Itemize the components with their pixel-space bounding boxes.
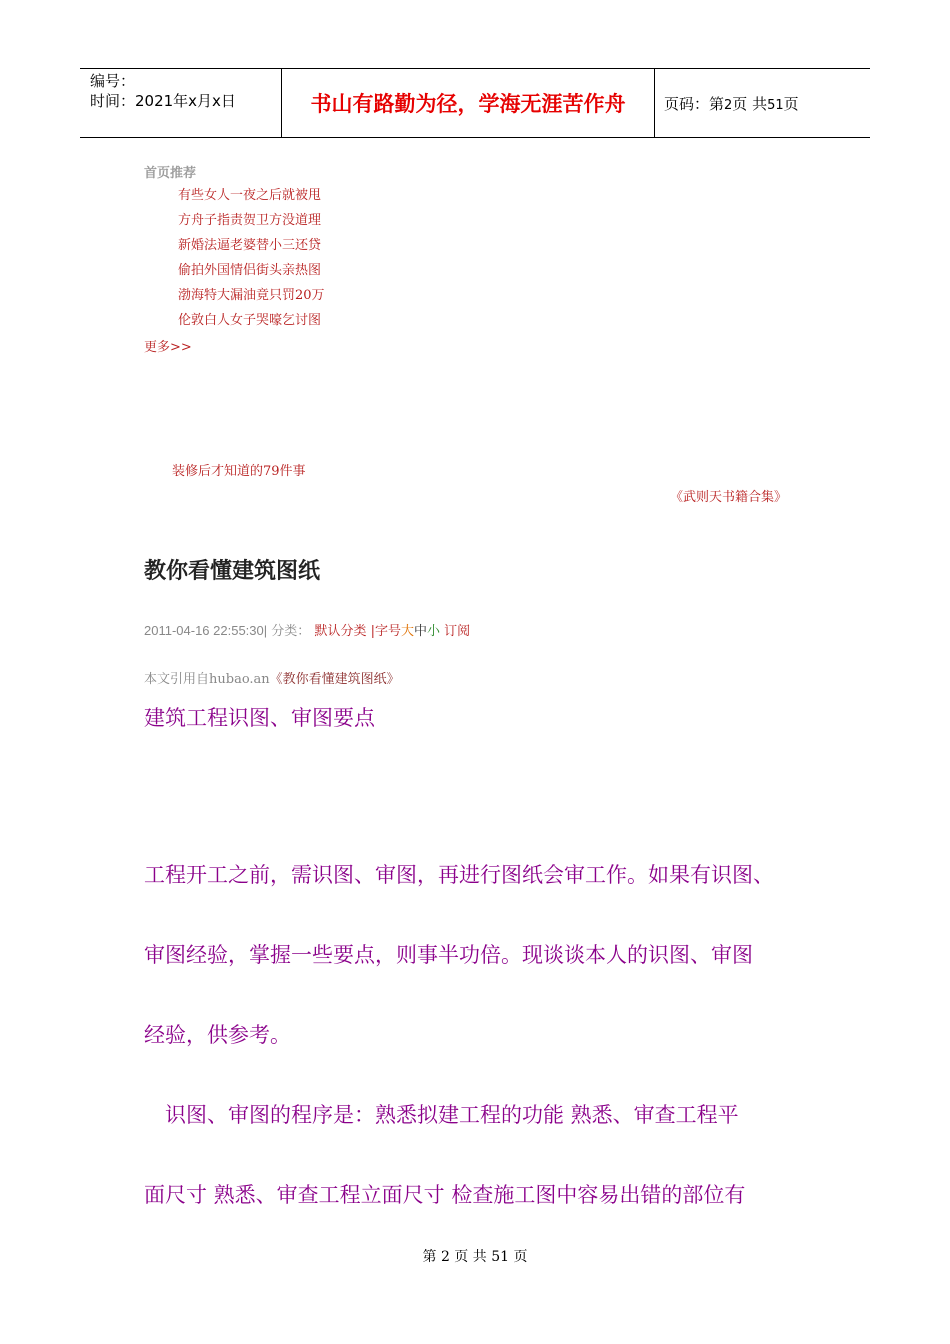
subscribe-link[interactable]: 订阅 (444, 624, 471, 639)
page-suffix: 页 (783, 95, 799, 113)
divider (654, 69, 655, 137)
page-prefix: 页码：第 (664, 95, 725, 113)
body-line: 工程开工之前，需识图、审图，再进行图纸会审工作。如果有识图、 (144, 863, 774, 887)
font-size-label: |字号 (370, 624, 401, 639)
reference-prefix: 本文引用自hubao.an (144, 672, 270, 687)
header-motto: 书山有路勤为径，学海无涯苦作舟 (310, 92, 626, 116)
font-small-button[interactable]: 小 (427, 624, 441, 639)
category-link[interactable]: 默认分类 (314, 624, 367, 639)
body-line: 面尺寸 熟悉、审查工程立面尺寸 检查施工图中容易出错的部位有 (144, 1183, 746, 1207)
body-line: 识图、审图的程序是：熟悉拟建工程的功能 熟悉、审查工程平 (144, 1103, 739, 1127)
page-number: 2 (724, 98, 733, 113)
font-medium-button[interactable]: 中 (414, 624, 428, 639)
article-reference (144, 668, 400, 687)
article-date: 2011-04-16 22:55:30| (144, 623, 268, 638)
article-title: 教你看懂建筑图纸 (144, 559, 321, 584)
recommend-link[interactable]: 渤海特大漏油竟只罚20万 (178, 288, 325, 303)
recommend-link[interactable]: 伦敦白人女子哭嚎乞讨图 (178, 313, 322, 328)
reference-title-link[interactable]: 《教你看懂建筑图纸》 (269, 672, 400, 687)
category-label: 分类： (271, 624, 311, 639)
recommend-link[interactable]: 有些女人一夜之后就被甩 (178, 188, 322, 203)
recommend-list (178, 186, 325, 336)
header-info (90, 71, 236, 111)
recommend-link[interactable]: 新婚法逼老婆替小三还贷 (178, 238, 322, 253)
recommend-link[interactable]: 方舟子指责贺卫方没道理 (178, 213, 322, 228)
header-page-info (664, 93, 799, 114)
time-label: 时间：2021年x月x日 (90, 92, 236, 110)
page-total: 51 (767, 98, 784, 113)
page-footer: 第 2 页 共 51 页 (422, 1249, 528, 1265)
page-mid: 页 共 (732, 95, 768, 113)
article-subtitle: 建筑工程识图、审图要点 (144, 706, 375, 730)
promo-link[interactable]: 装修后才知道的79件事 (172, 464, 306, 479)
recommend-link[interactable]: 偷拍外国情侣街头亲热图 (178, 263, 322, 278)
body-line: 经验，供参考。 (144, 1023, 291, 1047)
recommend-heading: 首页推荐 (144, 166, 197, 181)
more-link[interactable]: 更多>> (144, 340, 192, 355)
number-label: 编号： (90, 72, 136, 90)
body-line: 审图经验，掌握一些要点，则事半功倍。现谈谈本人的识图、审图 (144, 943, 753, 967)
header-table (80, 68, 870, 138)
book-link[interactable]: 《武则天书籍合集》 (670, 490, 788, 505)
font-large-button[interactable]: 大 (400, 624, 414, 639)
article-meta (144, 620, 470, 639)
article-body (144, 835, 824, 1235)
